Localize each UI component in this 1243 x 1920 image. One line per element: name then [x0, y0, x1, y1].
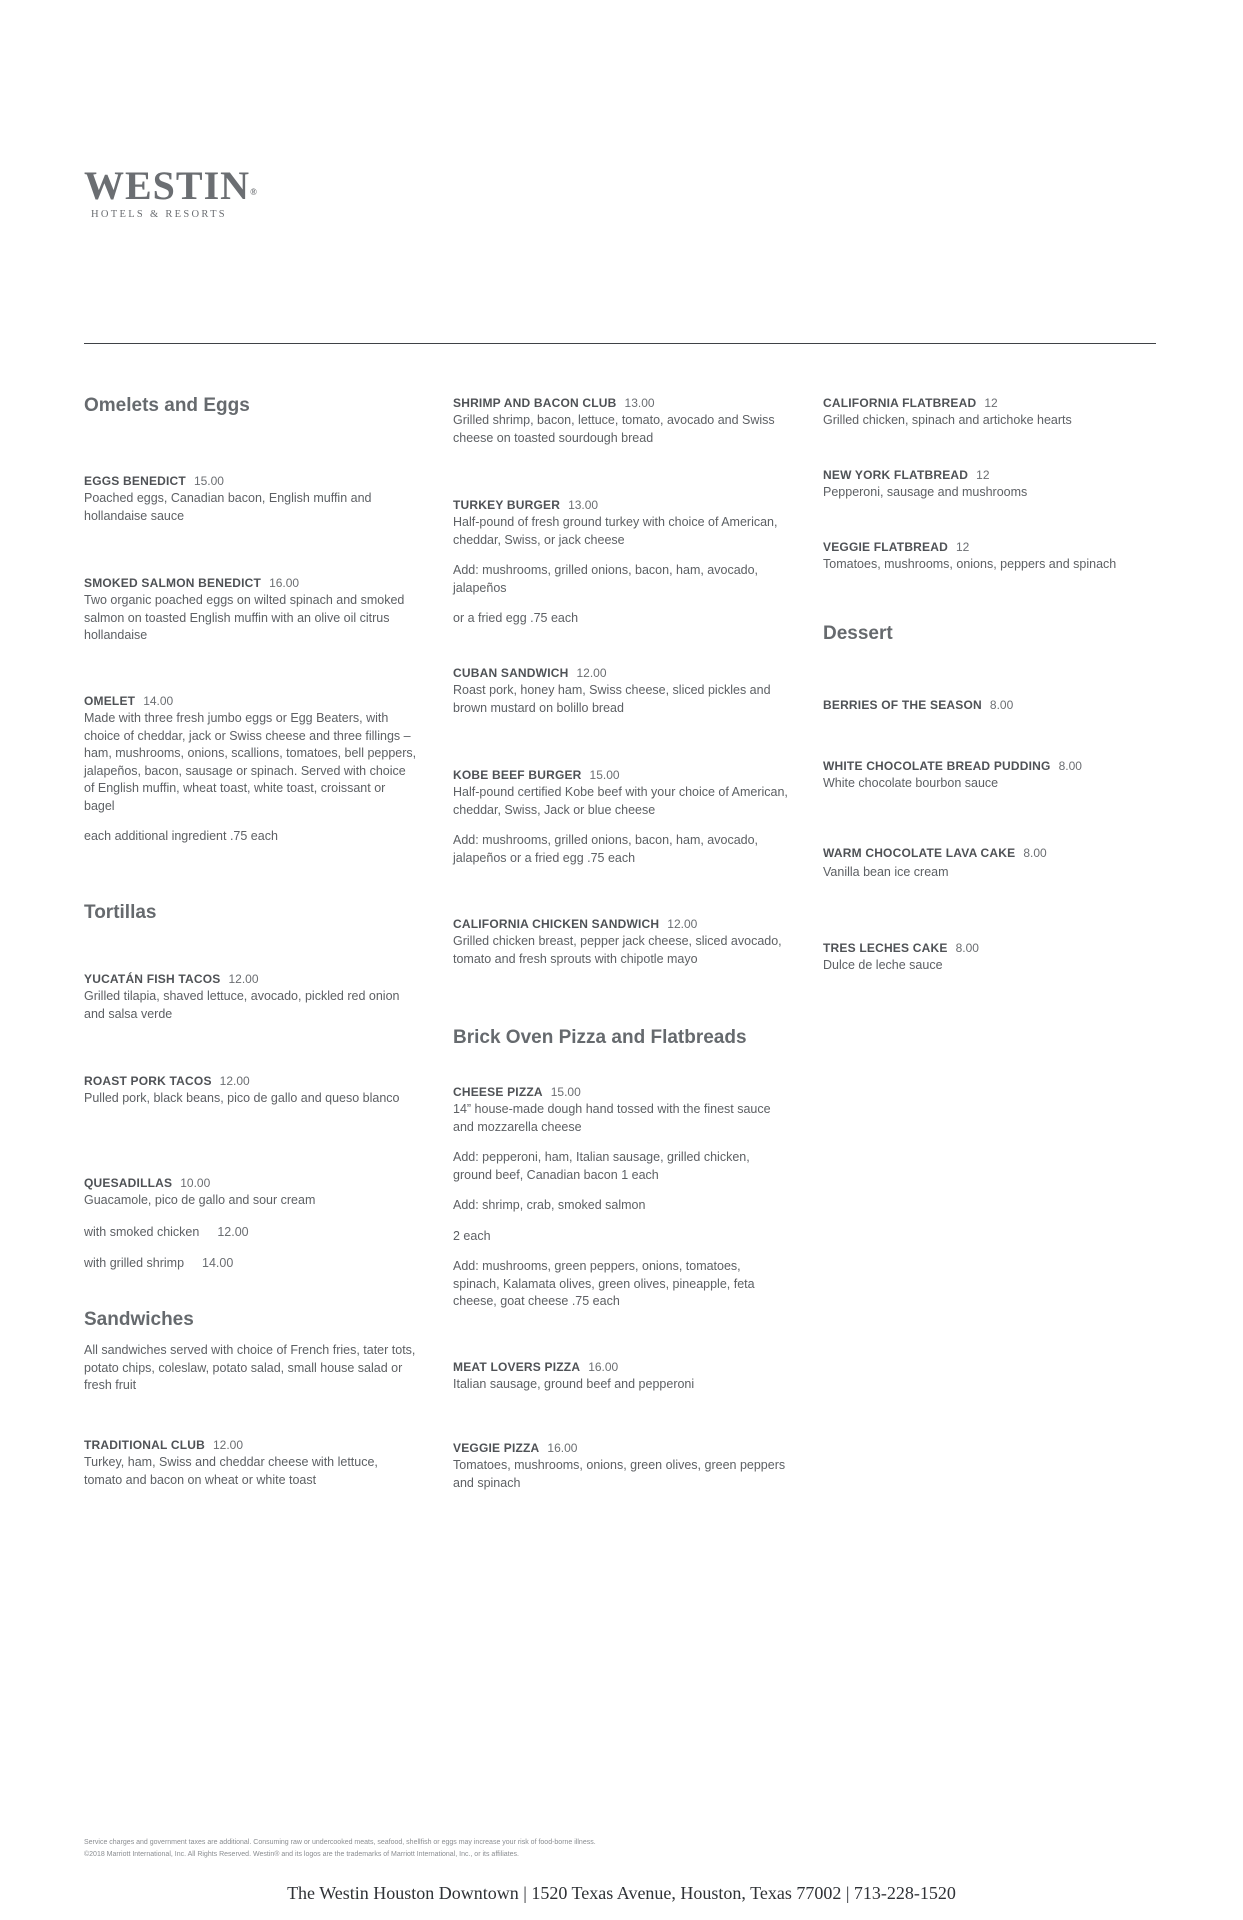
item-description: Dulce de leche sauce	[823, 958, 943, 972]
item-price: 16.00	[547, 1441, 578, 1455]
item-price: 15.00	[193, 474, 224, 488]
item-price: 10.00	[180, 1176, 211, 1190]
item-description: 14” house-made dough hand tossed with the finest sauce and mozzarella cheese	[453, 1102, 771, 1134]
option-price: 12.00	[217, 1224, 249, 1239]
item-note: 2 each	[453, 1228, 491, 1243]
menu-item	[823, 697, 1158, 714]
item-description: Two organic poached eggs on wilted spinach and smoked salmon on toasted English muffin with an olive oil citrus hollandaise	[84, 593, 405, 642]
item-description: Half-pound certified Kobe beef with your choice of American, cheddar, Swiss, Jack or blue cheese	[453, 785, 788, 817]
item-price: 16.00	[269, 576, 300, 590]
item-price: 8.00	[955, 941, 979, 955]
item-note: Add: pepperoni, ham, Italian sausage, grilled chicken, ground beef, Canadian bacon 1 each	[453, 1150, 750, 1182]
item-price: 12	[984, 396, 998, 410]
item-name: TRADITIONAL CLUB	[84, 1438, 205, 1452]
footer-copyright: ©2018 Marriott International, Inc. All Rights Reserved. Westin® and its logos are the trademarks of Marriott International, Inc., or its affiliates.	[84, 1851, 519, 1858]
menu-item	[823, 758, 1158, 793]
item-name: EGGS BENEDICT	[84, 474, 186, 488]
item-description: Italian sausage, ground beef and pepperoni	[453, 1377, 695, 1391]
westin-logo	[84, 163, 258, 220]
section-omelets-eggs	[84, 394, 419, 418]
item-name: NEW YORK FLATBREAD	[823, 468, 969, 482]
item-price: 8.00	[989, 698, 1014, 712]
menu-item	[84, 473, 419, 525]
menu-item	[84, 1175, 419, 1273]
item-name: OMELET	[84, 694, 136, 708]
item-name: ROAST PORK TACOS	[84, 1074, 212, 1088]
item-description: Tomatoes, mushrooms, onions, peppers and spinach	[823, 557, 1117, 571]
item-price: 12	[955, 540, 970, 554]
section-sandwiches	[84, 1308, 419, 1395]
item-name: SHRIMP AND BACON CLUB	[453, 396, 617, 410]
item-price: 12.00	[219, 1074, 250, 1088]
item-note: Add: mushrooms, grilled onions, bacon, ham, avocado, jalapeños	[453, 563, 759, 595]
item-price: 15.00	[550, 1085, 581, 1099]
menu-item	[823, 395, 1158, 430]
section-tortillas	[84, 901, 419, 925]
item-option	[84, 1255, 419, 1273]
item-name: CUBAN SANDWICH	[453, 666, 569, 680]
footer-disclaimer: Service charges and government taxes are additional. Consuming raw or undercooked meats, seafood, shellfish or eggs may increase your risk of food-borne illness.	[84, 1839, 596, 1846]
logo-registered-mark: ®	[250, 187, 258, 197]
item-description: Guacamole, pico de gallo and sour cream	[84, 1193, 316, 1207]
menu-item	[84, 1437, 419, 1489]
item-note: Add: mushrooms, green peppers, onions, tomatoes, spinach, Kalamata olives, green olives, pineapple, feta cheese, goat cheese .75 each	[453, 1259, 755, 1308]
item-description: Made with three fresh jumbo eggs or Egg Beaters, with choice of cheddar, jack or Swiss cheese and three fillings – ham, mushrooms, onions, scallions, tomatoes, bell peppers, jalapeños, bacon, sausage or spinach. Served with choice of English muffin, wheat toast, white toast, croissant or bagel	[84, 711, 417, 813]
item-description: Half-pound of fresh ground turkey with choice of American, cheddar, Swiss, or jack cheese	[453, 515, 778, 547]
menu-item	[84, 693, 419, 846]
section-title: Brick Oven Pizza and Flatbreads	[453, 1027, 747, 1048]
menu-item	[453, 497, 788, 628]
footer-fine-print	[84, 1837, 1084, 1861]
item-price: 13.00	[568, 498, 599, 512]
header-divider	[84, 343, 1156, 344]
item-option	[84, 1224, 419, 1242]
menu-item	[823, 539, 1158, 574]
hotel-address: The Westin Houston Downtown | 1520 Texas Avenue, Houston, Texas 77002 | 713-228-1520	[287, 1883, 956, 1903]
option-label: with smoked chicken	[84, 1224, 200, 1239]
item-note: Add: shrimp, crab, smoked salmon	[453, 1198, 646, 1212]
menu-item	[453, 665, 788, 717]
option-price: 14.00	[202, 1256, 234, 1270]
item-note: each additional ingredient .75 each	[84, 829, 278, 843]
menu-item	[84, 971, 419, 1023]
menu-item	[453, 395, 788, 447]
section-title: Dessert	[823, 623, 893, 644]
item-name: WARM CHOCOLATE LAVA CAKE	[823, 846, 1016, 860]
menu-item	[453, 1440, 788, 1492]
item-price: 14.00	[143, 694, 174, 708]
item-price: 12.00	[667, 917, 698, 931]
menu-item	[823, 467, 1158, 502]
menu-item	[823, 845, 1158, 882]
item-name: SMOKED SALMON BENEDICT	[84, 576, 262, 590]
menu-item	[453, 916, 788, 968]
option-label: with grilled shrimp	[84, 1256, 185, 1270]
item-name: TURKEY BURGER	[453, 498, 561, 512]
item-description: Poached eggs, Canadian bacon, English muffin and hollandaise sauce	[84, 491, 372, 523]
menu-item	[453, 767, 788, 867]
section-dessert	[823, 622, 1158, 646]
item-name: CHEESE PIZZA	[453, 1085, 543, 1099]
item-name: QUESADILLAS	[84, 1176, 173, 1190]
menu-item	[84, 1073, 419, 1108]
item-price: 13.00	[624, 396, 655, 410]
item-name: WHITE CHOCOLATE BREAD PUDDING	[823, 759, 1051, 773]
item-price: 12.00	[212, 1438, 243, 1452]
item-price: 16.00	[588, 1360, 619, 1374]
item-note: Add: mushrooms, grilled onions, bacon, ham, avocado, jalapeños or a fried egg .75 each	[453, 833, 759, 865]
item-description: Vanilla bean ice cream	[823, 865, 949, 879]
item-price: 8.00	[1058, 759, 1082, 773]
item-name: CALIFORNIA FLATBREAD	[823, 396, 977, 410]
item-name: MEAT LOVERS PIZZA	[453, 1360, 581, 1374]
item-name: YUCATÁN FISH TACOS	[84, 972, 221, 986]
item-description: Tomatoes, mushrooms, onions, green olives, green peppers and spinach	[453, 1458, 786, 1490]
item-price: 8.00	[1023, 846, 1047, 860]
item-description: Grilled tilapia, shaved lettuce, avocado, pickled red onion and salsa verde	[84, 989, 400, 1021]
item-description: White chocolate bourbon sauce	[823, 776, 999, 790]
item-name: VEGGIE PIZZA	[453, 1441, 540, 1455]
item-name: VEGGIE FLATBREAD	[823, 540, 948, 554]
section-pizza-flatbreads	[453, 1026, 788, 1050]
item-price: 12	[976, 468, 990, 482]
item-name: KOBE BEEF BURGER	[453, 768, 582, 782]
section-title: Tortillas	[84, 902, 157, 923]
item-description: Grilled chicken breast, pepper jack cheese, sliced avocado, tomato and fresh sprouts with chipotle mayo	[453, 934, 782, 966]
item-price: 12.00	[228, 972, 259, 986]
item-note: or a fried egg .75 each	[453, 611, 579, 625]
item-price: 15.00	[589, 768, 620, 782]
item-name: CALIFORNIA CHICKEN SANDWICH	[453, 917, 660, 931]
item-description: Turkey, ham, Swiss and cheddar cheese with lettuce, tomato and bacon on wheat or white toast	[84, 1455, 378, 1487]
item-description: Grilled shrimp, bacon, lettuce, tomato, avocado and Swiss cheese on toasted sourdough bread	[453, 413, 775, 445]
logo-subtitle: HOTELS & RESORTS	[91, 209, 227, 220]
menu-item	[453, 1359, 788, 1394]
item-description: Grilled chicken, spinach and artichoke hearts	[823, 413, 1072, 427]
section-title: Omelets and Eggs	[84, 395, 250, 416]
section-intro: All sandwiches served with choice of French fries, tater tots, potato chips, coleslaw, potato salad, small house salad or fresh fruit	[84, 1343, 416, 1392]
menu-item	[84, 575, 419, 645]
item-name: TRES LECHES CAKE	[823, 941, 948, 955]
section-title: Sandwiches	[84, 1309, 194, 1330]
item-description: Pulled pork, black beans, pico de gallo and queso blanco	[84, 1091, 400, 1105]
item-name: BERRIES OF THE SEASON	[823, 698, 982, 712]
item-description: Pepperoni, sausage and mushrooms	[823, 485, 1028, 499]
menu-item	[453, 1084, 788, 1311]
logo-wordmark: WESTIN	[84, 163, 251, 208]
menu-item	[823, 940, 1158, 975]
item-description: Roast pork, honey ham, Swiss cheese, sliced pickles and brown mustard on bolillo bread	[453, 683, 771, 715]
item-price: 12.00	[576, 666, 607, 680]
